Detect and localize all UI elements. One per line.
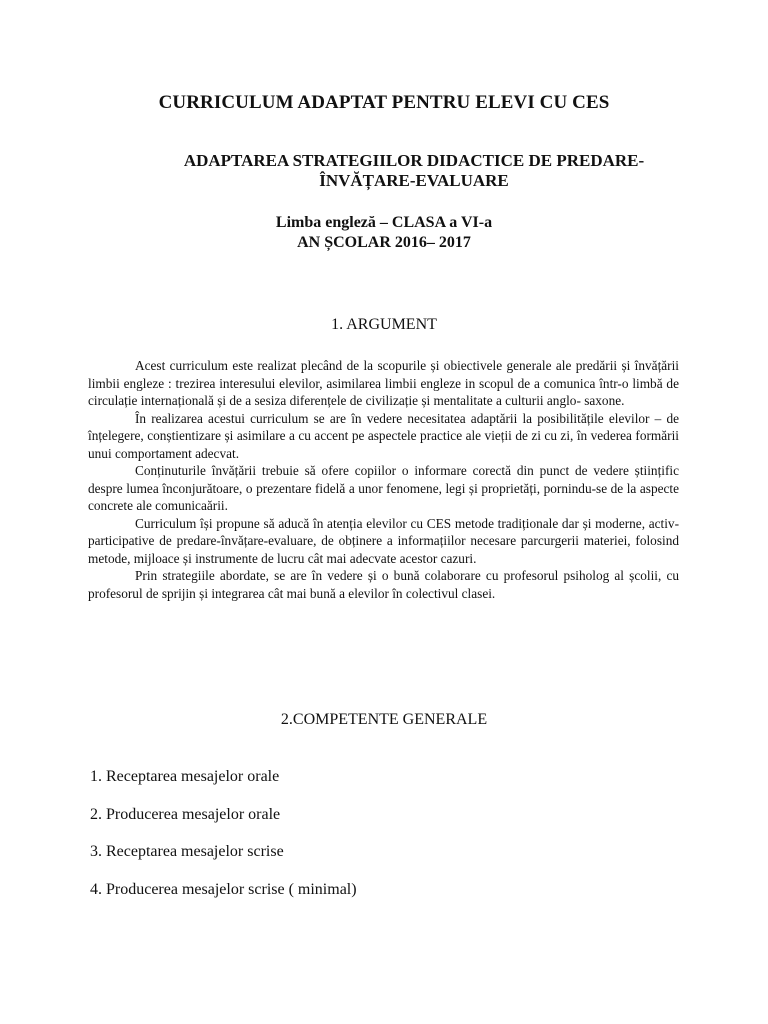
subtitle-line-2: ÎNVĂȚARE-EVALUARE — [319, 171, 509, 190]
argument-paragraph: Conținuturile învățării trebuie să ofere copiilor o informare corectă din punct de vedere științific despre lumea înconjurătoare, o prezentare fidelă a unor fenomene, legi și proprietăți, pornindu-se de la aspecte concrete ale comunicaării. — [88, 463, 679, 513]
list-item: 3. Receptarea mesajelor scrise — [90, 843, 284, 860]
subject-line-2: AN ȘCOLAR 2016– 2017 — [297, 234, 471, 251]
argument-paragraph: Prin strategiile abordate, se are în vedere și o bună colaborare cu profesorul psiholog al școlii, cu profesorul de sprijin și integrarea cât mai bună a elevilor în colectivul clasei. — [88, 568, 679, 601]
section-competente-heading: 2.COMPETENTE GENERALE — [280, 711, 488, 728]
section-argument-heading: 1. ARGUMENT — [331, 316, 437, 333]
argument-paragraph: Curriculum își propune să aducă în atenția elevilor cu CES metode tradiționale dar și moderne, activ-participative de predare-învățare-evaluare, de obținere a informațiilor necesare parcurgerii materiei, folosind metode, mijloace și instrumente de lucru cât mai adecvate acestor cazuri. — [88, 515, 679, 566]
list-item: 4. Producerea mesajelor scrise ( minimal) — [90, 880, 357, 898]
argument-paragraph: În realizarea acestui curriculum se are în vedere necesitatea adaptării la posibilitățile elevilor – de înțelegere, conștientizare și asimilare a cu accent pe aspectele practice ale vieții de zi cu zi, în vederea formării unui comportament adecvat. — [88, 410, 679, 461]
subject-heading — [0, 213, 768, 253]
list-item: 1. Receptarea mesajelor orale — [90, 768, 280, 785]
argument-paragraph: Acest curriculum este realizat plecând de la scopurile și obiectivele generale ale predării și învățării limbii engleze : trezirea interesului elevilor, asimilarea limbii engleze in scopul de a comunica într-o limbă de circulație internațională și de a sesiza diferențele de civilizație și mentalitate a culturii anglo- saxone. — [88, 358, 679, 408]
argument-body — [88, 357, 679, 602]
document-subtitle — [120, 151, 708, 191]
subject-line-1: Limba engleză – CLASA a VI-a — [275, 214, 493, 231]
competente-list — [90, 767, 690, 917]
list-item: 2. Producerea mesajelor orale — [90, 805, 281, 823]
document-title: CURRICULUM ADAPTAT PENTRU ELEVI CU CES — [158, 92, 610, 113]
subtitle-line-1: ADAPTAREA STRATEGIILOR DIDACTICE DE PREDARE- — [183, 151, 645, 170]
